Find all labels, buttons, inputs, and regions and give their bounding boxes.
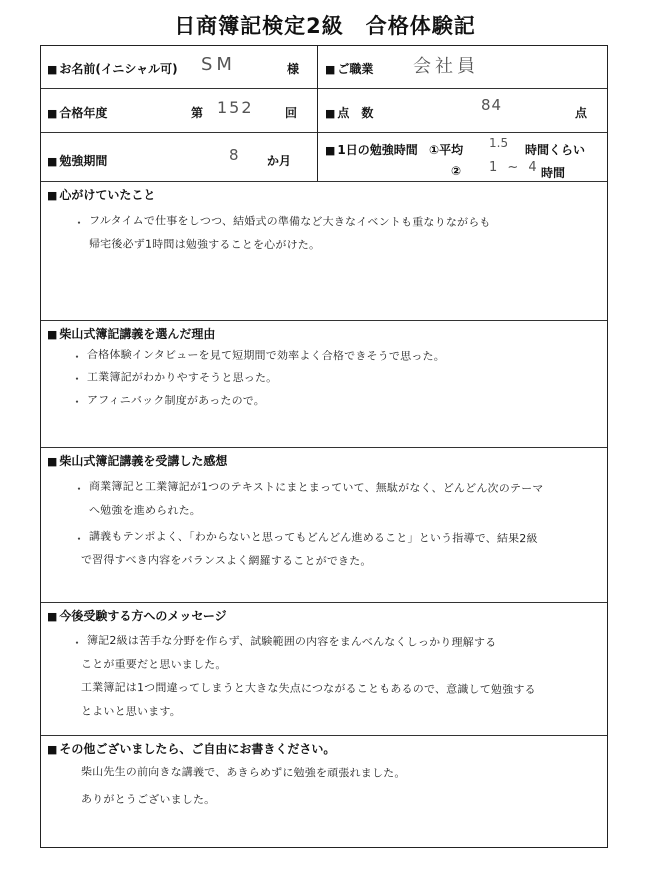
section-line: 帰宅後必ず1時間は勉強することを心がけた。: [88, 237, 321, 252]
page-title: 日商簿記検定2級 合格体験記: [174, 14, 476, 38]
section-line: 柴山先生の前向きな講義で、あきらめずに勉強を頑張れました。: [80, 765, 406, 780]
section-line: 工業簿記は1つ間違ってしまうと大きな失点につながることもあるので、意識して勉強する: [80, 680, 536, 697]
bullet-icon: ・: [71, 350, 84, 364]
section-line: ありがとうございました。: [80, 792, 216, 807]
daily-label: ■ 1日の勉強時間: [325, 141, 418, 158]
name-suffix: 様: [287, 62, 300, 76]
bullet-icon: ・: [73, 532, 86, 546]
year-suffix: 回: [285, 106, 298, 120]
daily-range-prefix: ②: [451, 164, 462, 178]
daily-avg-value: 1.5: [489, 136, 509, 150]
section-line: 商業簿記と工業簿記が1つのテキストにまとまっていて、無駄がなく、どんどん次のテーマ: [88, 479, 544, 496]
job-value: 会社員: [413, 56, 479, 77]
score-value: 84: [481, 96, 503, 114]
daily-avg-suffix: 時間くらい: [525, 143, 586, 157]
bullet-icon: ・: [71, 395, 84, 409]
name-label: ■ お名前(イニシャル可): [47, 60, 178, 77]
period-suffix: か月: [267, 154, 292, 168]
section-heading: ■ 心がけていたこと: [47, 186, 155, 203]
divider: [41, 447, 607, 448]
divider: [41, 88, 607, 89]
bullet-icon: ・: [73, 216, 86, 230]
bullet-icon: ・: [71, 372, 84, 386]
section-line: フルタイムで仕事をしつつ、結婚式の準備など大きなイベントも重なりながらも: [88, 213, 491, 230]
column-divider: [317, 46, 318, 181]
year-label: ■ 合格年度: [47, 104, 107, 121]
experience-form: [40, 45, 608, 848]
year-prefix: 第: [191, 106, 204, 120]
divider: [41, 181, 607, 182]
section-line: 合格体験インタビューを見て短期間で効率よく合格できそうで思った。: [86, 348, 445, 363]
section-line: とよいと思います。: [80, 704, 181, 719]
section-heading: ■ 柴山式簿記講義を受講した感想: [47, 452, 227, 469]
section-heading: ■ 柴山式簿記講義を選んだ理由: [47, 325, 215, 342]
section-line: 簿記2級は苦手な分野を作らず、試験範囲の内容をまんべんなくしっかり理解する: [86, 633, 497, 650]
job-label: ■ ご職業: [325, 60, 373, 77]
section-line: 工業簿記がわかりやすそうと思った。: [86, 370, 278, 385]
name-value: SM: [201, 54, 236, 75]
bullet-icon: ・: [71, 636, 84, 650]
section-heading: ■ その他ございましたら、ご自由にお書きください。: [47, 740, 335, 757]
divider: [41, 602, 607, 603]
bullet-icon: ・: [73, 482, 86, 496]
score-label: ■ 点 数: [325, 104, 373, 121]
year-value: 152: [217, 98, 254, 117]
period-value: 8: [229, 146, 243, 164]
section-line: アフィニバック制度があったので。: [86, 393, 266, 408]
section-line: 講義もテンポよく、「わからないと思ってもどんどん進めること」という指導で、結果2級: [88, 529, 538, 546]
divider: [41, 320, 607, 321]
section-line: ことが重要だと思いました。: [80, 657, 227, 672]
daily-avg-prefix: ①平均: [429, 143, 464, 157]
section-line: で習得すべき内容をバランスよく網羅することができた。: [80, 553, 372, 568]
daily-range-value: 1 ~ 4: [489, 160, 540, 175]
divider: [41, 132, 607, 133]
score-suffix: 点: [575, 106, 588, 120]
divider: [41, 735, 607, 736]
daily-range-suffix: 時間: [541, 166, 566, 180]
period-label: ■ 勉強期間: [47, 152, 107, 169]
section-heading: ■ 今後受験する方へのメッセージ: [47, 607, 227, 624]
section-line: へ勉強を進められた。: [88, 503, 202, 518]
